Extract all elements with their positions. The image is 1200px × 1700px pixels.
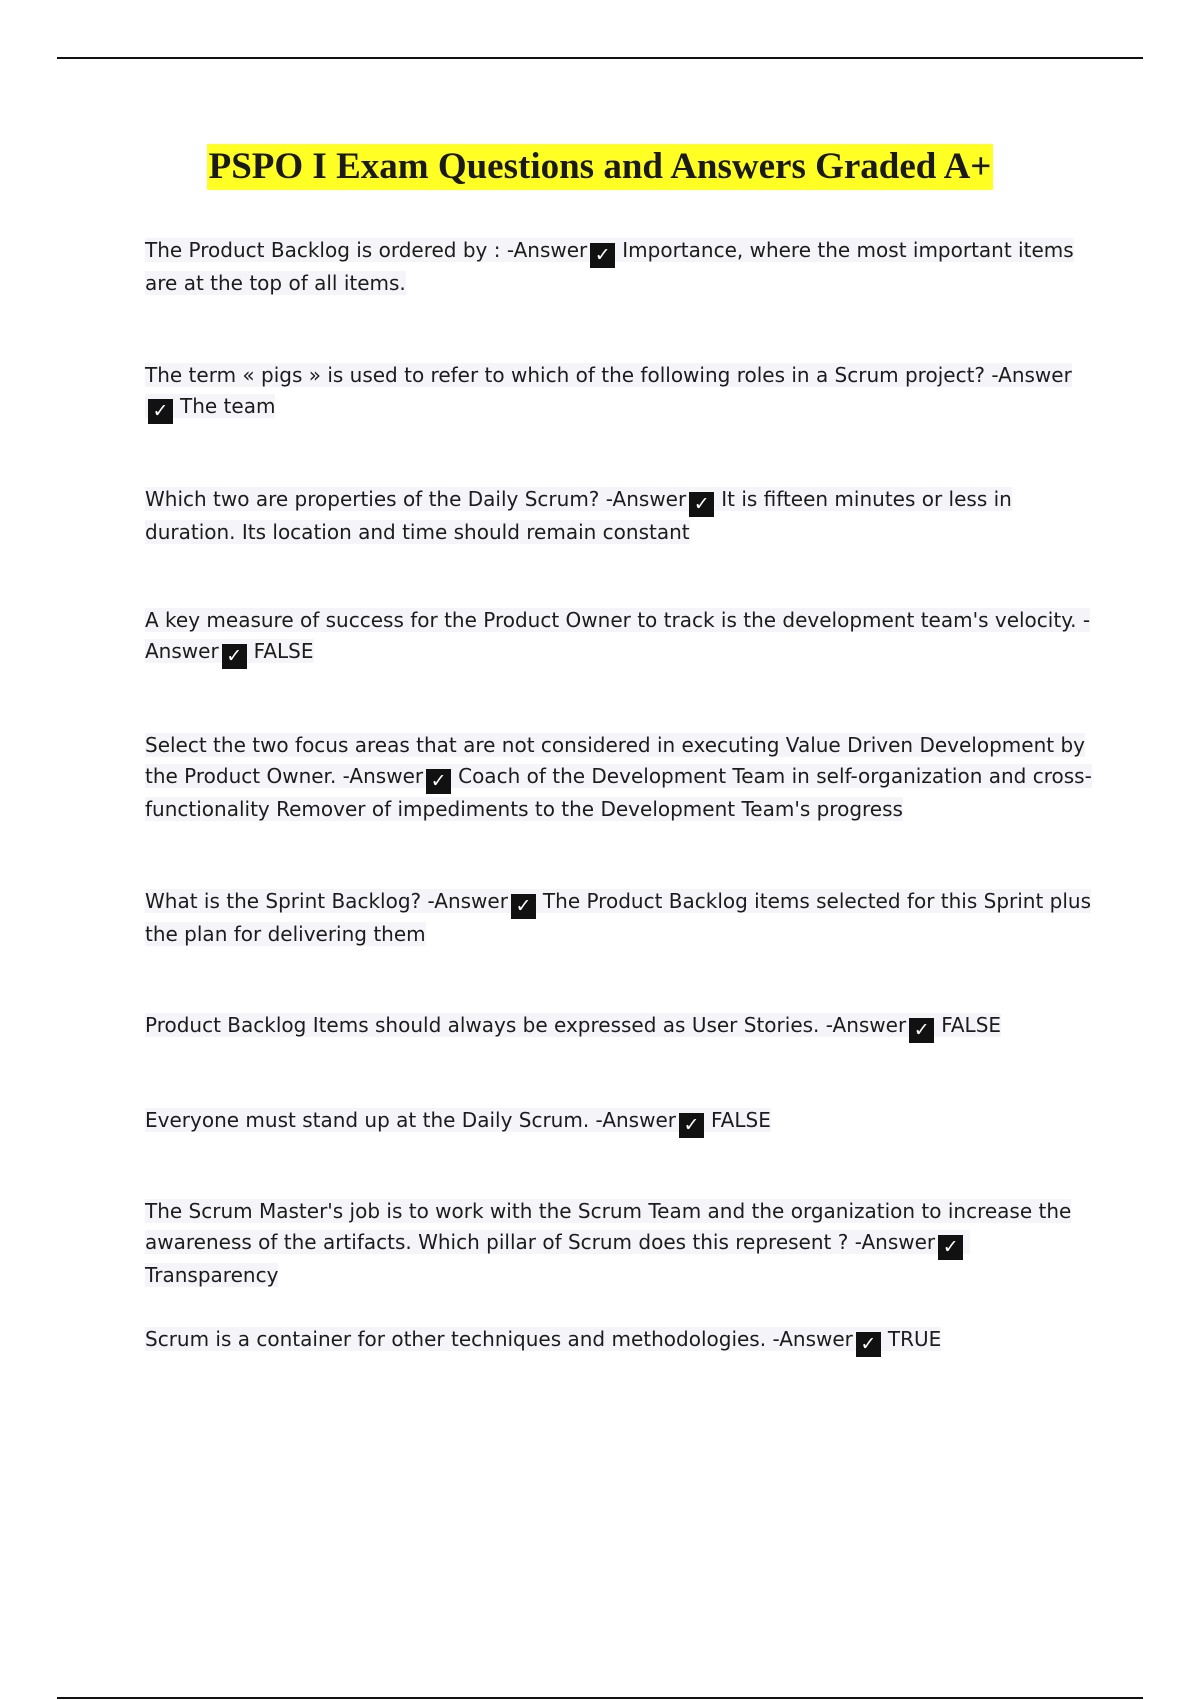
qa-item-5 [145,730,1095,825]
answer-text: Importance, where the most important items are at the top of all items. [145,238,1074,295]
check-square-icon: ✓ [909,1018,934,1043]
question-text: What is the Sprint Backlog? -Answer [145,889,508,913]
answer-text: TRUE [887,1327,942,1351]
title-container [0,144,1200,190]
qa-item-3 [145,484,1095,548]
top-divider [57,57,1143,59]
qa-item-2 [145,360,1095,424]
answer-text: It is fifteen minutes or less in duration. Its location and time should remain constant [145,487,1012,544]
question-text: The term « pigs » is used to refer to which of the following roles in a Scrum project? -Answer [145,363,1072,387]
check-square-icon: ✓ [689,492,714,517]
answer-text: Transparency [145,1263,279,1287]
question-text: The Scrum Master's job is to work with the Scrum Team and the organization to increase the awareness of the artifacts. Which pillar of Scrum does this represent ? -Answer [145,1199,1072,1254]
answer-text: FALSE [711,1108,771,1132]
question-text: Product Backlog Items should always be expressed as User Stories. -Answer [145,1013,907,1037]
check-square-icon: ✓ [856,1332,881,1357]
check-square-icon: ✓ [938,1235,963,1260]
qa-item-4 [145,605,1095,669]
bottom-divider [57,1697,1143,1699]
answer-text: FALSE [941,1013,1002,1037]
qa-item-1 [145,235,1095,299]
qa-item-10 [145,1324,1095,1357]
qa-item-9 [145,1196,1095,1291]
question-text: Scrum is a container for other techniques and methodologies. -Answer [145,1327,853,1351]
question-text: A key measure of success for the Product Owner to track is the development team's velocity. -Answer [145,608,1091,663]
answer-text: Coach of the Development Team in self-organization and cross-functionality Remover of impediments to the Development Team's progress [145,764,1092,821]
question-text: Everyone must stand up at the Daily Scrum. -Answer [145,1108,676,1132]
check-square-icon: ✓ [222,644,247,669]
question-text: The Product Backlog is ordered by : -Answer [145,238,588,262]
check-square-icon: ✓ [590,243,615,268]
answer-text: The team [180,394,276,418]
check-square-icon: ✓ [679,1113,704,1138]
check-square-icon: ✓ [511,894,536,919]
answer-text: The Product Backlog items selected for this Sprint plus the plan for delivering them [145,889,1092,946]
question-text: Select the two focus areas that are not considered in executing Value Driven Development by the Product Owner. -Answer [145,733,1085,788]
qa-item-6 [145,886,1095,950]
answer-text: FALSE [253,639,314,663]
question-text: Which two are properties of the Daily Scrum? -Answer [145,487,687,511]
qa-item-7 [145,1010,1095,1043]
check-square-icon: ✓ [148,399,173,424]
qa-item-8 [145,1105,1095,1138]
check-square-icon: ✓ [426,769,451,794]
document-title: PSPO I Exam Questions and Answers Graded A+ [207,144,994,190]
